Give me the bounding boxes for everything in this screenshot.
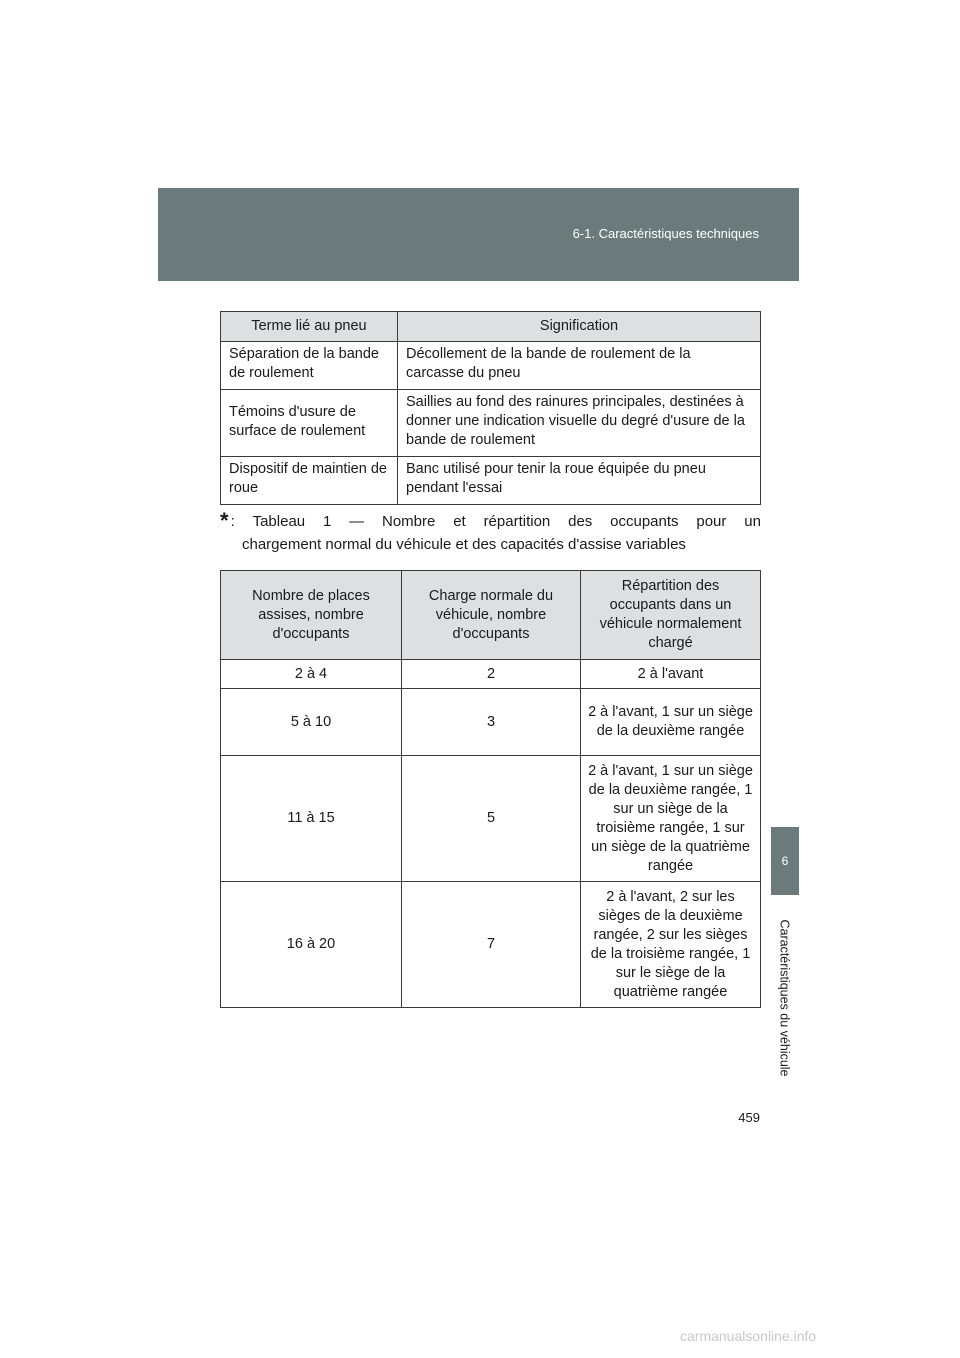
meaning-cell: Décollement de la bande de roulement de la carcasse du pneu	[398, 342, 761, 390]
distribution-cell: 2 à l'avant, 1 sur un siège de la deuxième rangée, 1 sur un siège de la troisième rangée, 1 sur un siège de la quatrième rangée	[581, 756, 761, 882]
chapter-label-text: Caractéristiques du véhicule	[778, 918, 792, 1077]
distribution-cell: 2 à l'avant, 1 sur un siège de la deuxième rangée	[581, 689, 761, 756]
tire-terms-table	[220, 311, 761, 505]
table-row	[221, 882, 761, 1008]
term-cell: Dispositif de maintien de roue	[221, 457, 398, 505]
meaning-cell: Saillies au fond des rainures principales, destinées à donner une indication visuelle du degré d'usure de la bande de roulement	[398, 390, 761, 457]
term-cell: Séparation de la bande de roulement	[221, 342, 398, 390]
header-band	[158, 188, 799, 281]
section-title: 6-1. Caractéristiques techniques	[572, 226, 759, 241]
footnote-line-1	[220, 507, 761, 533]
column-header: Nombre de places assises, nombre d'occupants	[221, 571, 402, 660]
table-row	[221, 457, 761, 505]
occupant-distribution-table	[220, 570, 761, 1008]
chapter-label	[767, 905, 803, 1090]
table-row	[221, 756, 761, 882]
load-cell: 7	[402, 882, 581, 1008]
table-row	[221, 689, 761, 756]
table-row	[221, 390, 761, 457]
footnote-lead	[220, 507, 235, 533]
table-header-row	[221, 312, 761, 342]
table-footnote	[220, 507, 761, 556]
page-number: 459	[738, 1110, 760, 1125]
footnote-word: des	[568, 513, 593, 530]
footnote-word: pour	[696, 513, 727, 530]
seats-cell: 5 à 10	[221, 689, 402, 756]
footnote-line-2: chargement normal du véhicule et des capacités d'assise variables	[242, 536, 686, 553]
table-row	[221, 660, 761, 689]
footnote-marker: *	[220, 508, 229, 533]
footnote-word: :	[230, 513, 235, 530]
column-header: Terme lié au pneu	[221, 312, 398, 342]
load-cell: 3	[402, 689, 581, 756]
column-header: Signification	[398, 312, 761, 342]
footnote-word: Nombre	[382, 513, 436, 530]
footnote-word: répartition	[483, 513, 551, 530]
table-row	[221, 342, 761, 390]
footnote-word: —	[349, 513, 365, 530]
meaning-cell: Banc utilisé pour tenir la roue équipée du pneu pendant l'essai	[398, 457, 761, 505]
distribution-cell: 2 à l'avant, 2 sur les sièges de la deuxième rangée, 2 sur les sièges de la troisième rangée, 1 sur le siège de la quatrième rangée	[581, 882, 761, 1008]
footnote-word: occupants	[610, 513, 679, 530]
load-cell: 5	[402, 756, 581, 882]
footnote-word: Tableau	[252, 513, 306, 530]
load-cell: 2	[402, 660, 581, 689]
footnote-word: un	[744, 513, 761, 530]
chapter-tab: 6	[771, 827, 799, 895]
seats-cell: 11 à 15	[221, 756, 402, 882]
column-header: Répartition des occupants dans un véhicule normalement chargé	[581, 571, 761, 660]
table-header-row	[221, 571, 761, 660]
footnote-word: 1	[322, 513, 332, 530]
column-header: Charge normale du véhicule, nombre d'occupants	[402, 571, 581, 660]
footnote-word: et	[453, 513, 466, 530]
distribution-cell: 2 à l'avant	[581, 660, 761, 689]
watermark: carmanualsonline.info	[680, 1328, 817, 1344]
seats-cell: 2 à 4	[221, 660, 402, 689]
seats-cell: 16 à 20	[221, 882, 402, 1008]
term-cell: Témoins d'usure de surface de roulement	[221, 390, 398, 457]
